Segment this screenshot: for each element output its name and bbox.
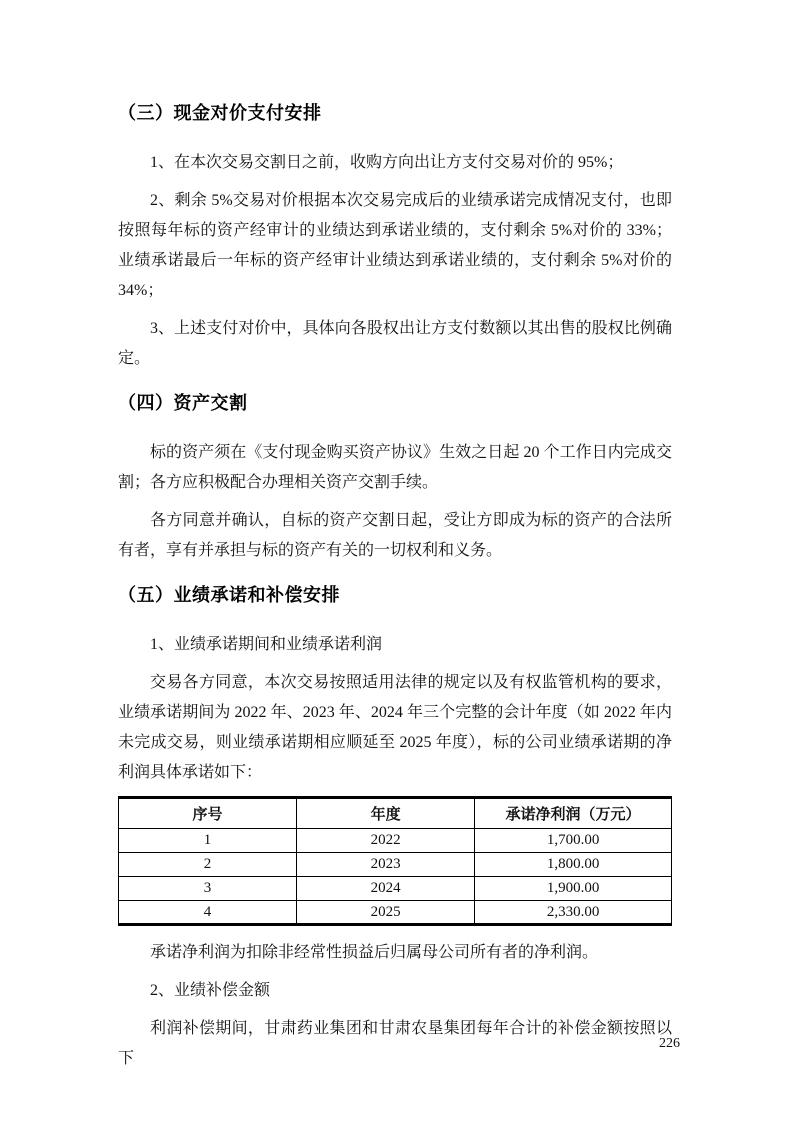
table-row — [119, 853, 672, 877]
table-cell-serial: 2 — [119, 853, 297, 877]
table-cell-profit: 2,330.00 — [475, 901, 672, 925]
table-cell-year: 2023 — [297, 853, 475, 877]
paragraph: 交易各方同意，本次交易按照适用法律的规定以及有权监管机构的要求，业绩承诺期间为 2022 年、2023 年、2024 年三个完整的会计年度（如 2022 年内未完成交易，则业绩承诺期相应顺延至 2025 年度），标的公司业绩承诺期的净利润具体承诺如下： — [118, 674, 672, 781]
paragraph: 标的资产须在《支付现金购买资产协议》生效之日起 20 个工作日内完成交割；各方应积极配合办理相关资产交割手续。 — [118, 444, 672, 491]
promised-net-profit-table — [118, 796, 672, 926]
page-number: 226 — [659, 1036, 680, 1051]
table-row — [119, 877, 672, 901]
table-header-serial: 序号 — [119, 798, 297, 829]
section-heading-cash-consideration: （三）现金对价支付安排 — [118, 103, 322, 123]
table-row — [119, 901, 672, 925]
table-header-promised-profit: 承诺净利润（万元） — [475, 798, 672, 829]
table-cell-serial: 4 — [119, 901, 297, 925]
table-cell-serial: 3 — [119, 877, 297, 901]
paragraph: 1、业绩承诺期间和业绩承诺利润 — [150, 636, 383, 653]
paragraph: 2、业绩补偿金额 — [150, 982, 271, 999]
paragraph: 承诺净利润为扣除非经常性损益后归属母公司所有者的净利润。 — [150, 944, 599, 961]
table-row — [119, 829, 672, 853]
paragraph: 各方同意并确认，自标的资产交割日起，受让方即成为标的资产的合法所有者，享有并承担与标的资产有关的一切权利和义务。 — [118, 512, 672, 559]
paragraph: 利润补偿期间，甘肃药业集团和甘肃农垦集团每年合计的补偿金额按照以下 — [118, 1020, 672, 1067]
table-cell-year: 2022 — [297, 829, 475, 853]
table-cell-profit: 1,700.00 — [475, 829, 672, 853]
table-cell-serial: 1 — [119, 829, 297, 853]
paragraph: 1、在本次交易交割日之前，收购方向出让方支付交易对价的 95%； — [150, 154, 624, 171]
paragraph: 2、剩余 5%交易对价根据本次交易完成后的业绩承诺完成情况支付，也即按照每年标的资产经审计的业绩达到承诺业绩的，支付剩余 5%对价的 33%；业绩承诺最后一年标的资产经审计业绩达到承诺业绩的，支付剩余 5%对价的 34%； — [118, 192, 672, 299]
table-cell-year: 2025 — [297, 901, 475, 925]
table-header-row — [119, 798, 672, 829]
section-heading-asset-delivery: （四）资产交割 — [118, 393, 248, 413]
paragraph: 3、上述支付对价中，具体向各股权出让方支付数额以其出售的股权比例确定。 — [118, 320, 672, 367]
table-cell-year: 2024 — [297, 877, 475, 901]
table-header-year: 年度 — [297, 798, 475, 829]
table-cell-profit: 1,900.00 — [475, 877, 672, 901]
section-heading-performance-commitment: （五）业绩承诺和补偿安排 — [118, 585, 340, 605]
table-cell-profit: 1,800.00 — [475, 853, 672, 877]
